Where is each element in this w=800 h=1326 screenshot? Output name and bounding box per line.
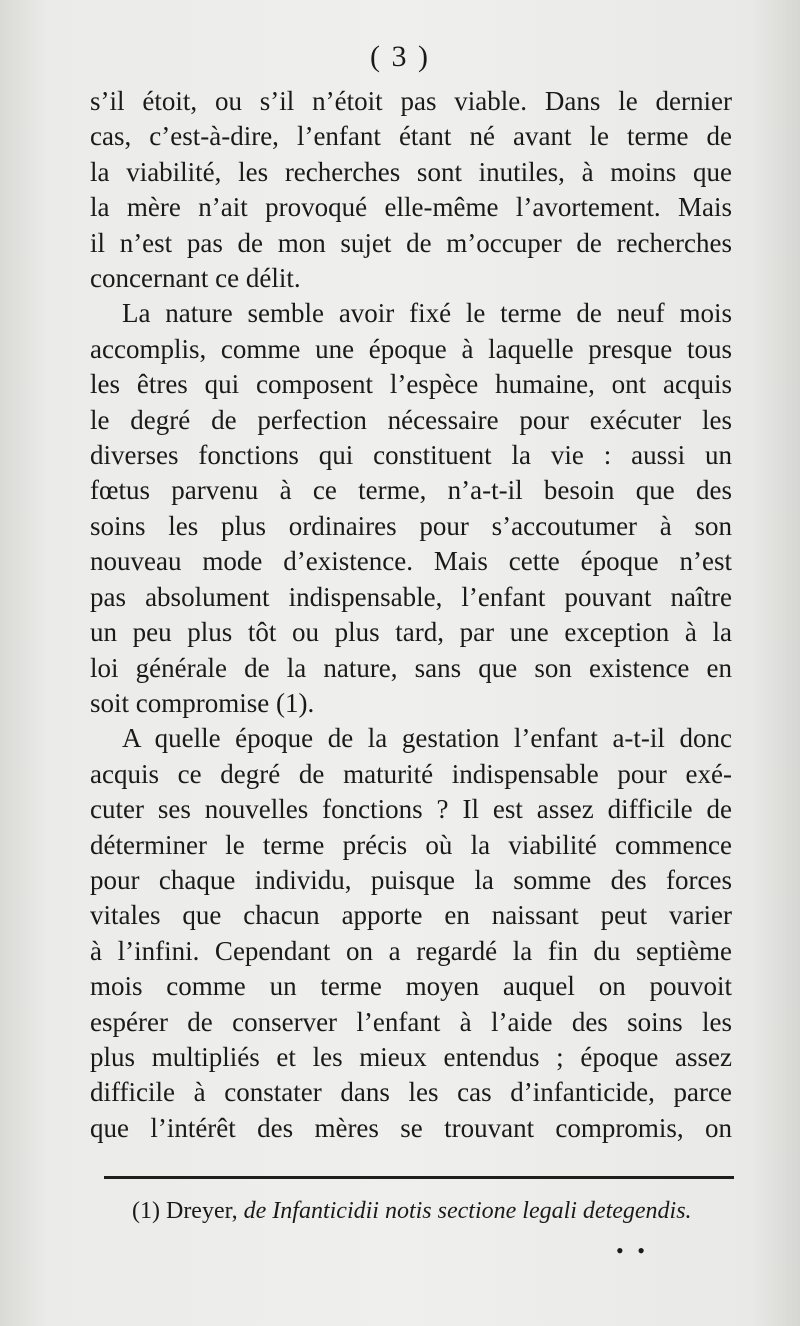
text-line: cuter ses nouvelles fonctions ? Il est assez difficile de xyxy=(90,794,732,825)
body-text xyxy=(90,84,732,1146)
text-line: la mère n’ait provoqué elle-même l’avortement. Mais xyxy=(90,192,732,223)
text-line: les êtres qui composent l’espèce humaine, ont acquis xyxy=(90,369,732,400)
text-line: La nature semble avoir fixé le terme de neuf mois xyxy=(122,298,732,329)
text-line: diverses fonctions qui constituent la vie : aussi un xyxy=(90,440,732,471)
text-line: accomplis, comme une époque à laquelle presque tous xyxy=(90,333,732,364)
footnote xyxy=(132,1198,736,1225)
text-line: difficile à constater dans les cas d’infanticide, parce xyxy=(90,1077,732,1108)
text-line: à l’infini. Cependant on a regardé la fin du septième xyxy=(90,935,732,966)
text-line: cas, c’est-à-dire, l’enfant étant né avant le terme de xyxy=(90,121,732,152)
text-line: concernant ce délit. xyxy=(90,263,301,294)
text-line: nouveau mode d’existence. Mais cette époque n’est xyxy=(90,546,732,577)
text-line: vitales que chacun apporte en naissant peut varier xyxy=(90,900,732,931)
text-line: s’il étoit, ou s’il n’étoit pas viable. Dans le dernier xyxy=(90,86,732,116)
footnote-work-title: de Infanticidii notis sectione legali detegendis. xyxy=(243,1198,692,1224)
text-line: que l’intérêt des mères se trouvant compromis, on xyxy=(90,1112,732,1143)
footnote-marker: (1) xyxy=(132,1198,160,1224)
text-line: la viabilité, les recherches sont inutiles, à moins que xyxy=(90,156,732,187)
text-line: soit compromise (1). xyxy=(90,687,315,718)
signature-mark: • • xyxy=(616,1238,649,1263)
text-line: il n’est pas de mon sujet de m’occuper de recherches xyxy=(90,227,732,258)
footnote-author: Dreyer, xyxy=(165,1198,238,1224)
text-line: espérer de conserver l’enfant à l’aide des soins les xyxy=(90,1006,732,1037)
text-line: loi générale de la nature, sans que son existence en xyxy=(90,652,732,683)
text-line: pour chaque individu, puisque la somme des forces xyxy=(90,864,732,895)
footnote-rule xyxy=(104,1176,734,1179)
text-line: mois comme un terme moyen auquel on pouvoit xyxy=(90,971,732,1002)
page-number: ( 3 ) xyxy=(370,40,430,73)
text-line: acquis ce degré de maturité indispensable pour exé- xyxy=(90,758,732,789)
text-line: pas absolument indispensable, l’enfant pouvant naître xyxy=(90,581,732,612)
text-line: un peu plus tôt ou plus tard, par une exception à la xyxy=(90,617,732,648)
text-line: le degré de perfection nécessaire pour exécuter les xyxy=(90,404,732,435)
text-line: A quelle époque de la gestation l’enfant a-t-il donc xyxy=(122,723,732,754)
text-line: plus multipliés et les mieux entendus ; époque assez xyxy=(90,1041,732,1072)
text-line: soins les plus ordinaires pour s’accoutumer à son xyxy=(90,510,732,541)
text-line: fœtus parvenu à ce terme, n’a-t-il besoin que des xyxy=(90,475,732,506)
text-line: déterminer le terme précis où la viabilité commence xyxy=(90,829,732,860)
